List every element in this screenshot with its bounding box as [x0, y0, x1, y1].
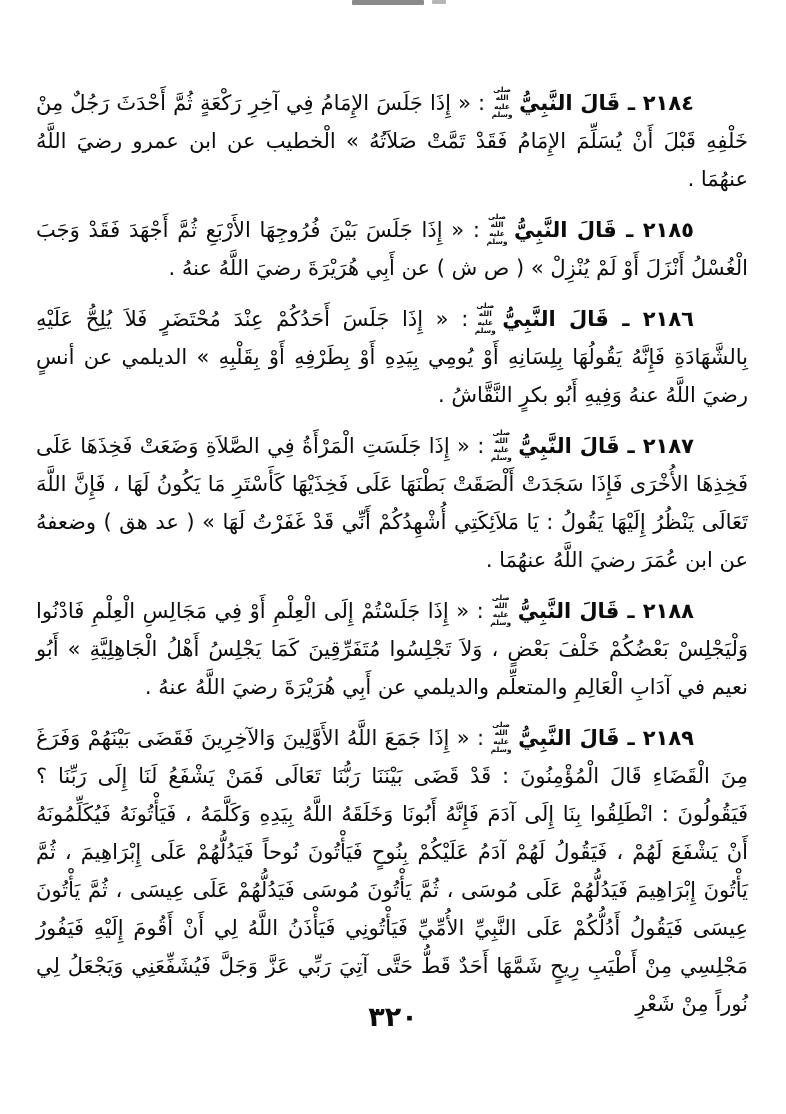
prophet-honorific-seal-icon: صلى الله عليه وسلم — [490, 592, 512, 627]
hadith-item — [36, 300, 748, 414]
hadith-header — [484, 427, 694, 462]
hadith-list — [36, 84, 748, 1036]
hadith-number: ٢١٨٥ — [642, 218, 694, 242]
prophet-honorific-seal-icon: صلى الله عليه وسلم — [491, 84, 513, 119]
hadith-number: ٢١٨٧ — [642, 434, 694, 458]
scan-artifact — [352, 0, 424, 5]
hadith-header — [480, 211, 694, 246]
hadith-dash: ـ — [619, 599, 643, 623]
hadith-body: : « إِذَا جَلَسْتُمْ إِلَى الْعِلْمِ أَوْ فِي مَجَالِسِ الْعِلْمِ فَادْنُوا وَلْيَجْلِسْ بَعْضُكُمْ خَلْفَ بَعْضٍ ، وَلاَ تَجْلِسُوا مُتَفَرِّقِينَ كَمَا يَجْلِسُ أَهْلُ الْجَاهِلِيَّةِ » أَبُو نعيم في آدَابِ الْعَالِمِ والمتعلِّم والديلمي عن أَبِي هُرَيْرَةَ رضيَ اللَّهُ عنهُ . — [36, 599, 748, 699]
hadith-body: : « إِذَا جَلَسَتِ الْمَرْأَةُ فِي الصَّلاَةِ وَضَعَتْ فَخِذَهَا عَلَى فَخِذِهَا الأُخْرَى فَإِذَا سَجَدَتْ أَلْصَقَتْ بَطْنَهَا عَلَى فَخِذَيْهَا كَأَسْتَرِ مَا يَكُونُ لَهَا ، فَإِنَّ اللَّهَ تَعَالَى يَنْظُرُ إِلَيْهَا يَقُولُ : يَا مَلاَئِكَتِي أُشْهِدُكُمْ أَنِّي قَدْ غَفَرْتُ لَهَا » ( عد هق ) وضعفهُ عن ابن عُمَرَ رضيَ اللَّهُ عنهُمَا . — [36, 434, 748, 572]
hadith-item — [36, 592, 748, 706]
hadith-dash: ـ — [619, 434, 643, 458]
hadith-item — [36, 719, 748, 1023]
hadith-item — [36, 427, 748, 579]
hadith-body: : « إِذَا جَلَسَ الإِمَامُ فِي آخِرِ رَكْعَةٍ ثُمَّ أَحْدَثَ رَجُلٌ مِنْ خَلْفِهِ قَبْلَ أَنْ يُسَلِّمَ الإِمَامُ فَقَدْ تَمَّتْ صَلاَتُهُ » الْخطيب عن ابن عمرو رضيَ اللَّهُ عنهُمَا . — [36, 91, 748, 191]
hadith-intro: قَالَ النَّبِيُّ — [517, 599, 620, 623]
hadith-dash: ـ — [619, 726, 643, 750]
prophet-honorific-seal-icon: صلى الله عليه وسلم — [474, 300, 496, 335]
scan-artifact — [432, 0, 446, 4]
hadith-dash: ـ — [620, 91, 643, 115]
hadith-body: : « إِذَا جَمَعَ اللَّهُ الأَوَّلِينَ وَالآخِرِينَ فَقَضَى بَيْنَهُمْ وَفَرَغَ مِنَ الْقَضَاءِ قَالَ الْمُؤْمِنُونَ : قَدْ قَضَى بَيْنَنَا رَبُّنَا تَعَالَى فَمَنْ يَشْفَعُ لَنَا إِلَى رَبِّنَا ؟ فَيَقُولُونَ : انْطَلِقُوا بِنَا إِلَى آدَمَ فَإِنَّهُ أَبُونَا وَخَلَقَهُ اللَّهُ بِيَدِهِ وَكَلَّمَهُ ، فَيَأْتُونَهُ فَيُكَلِّمُونَهُ أَنْ يَشْفَعَ لَهُمْ ، فَيَقُولُ لَهُمْ آدَمُ عَلَيْكُمْ بِنُوحٍ فَيَأْتُونَ نُوحاً فَيَدُلُّهُمْ عَلَى إِبْرَاهِيمَ ، ثُمَّ يَأْتُونَ إِبْرَاهِيمَ فَيَدُلُّهُمْ عَلَى مُوسَى ، ثُمَّ يَأْتُونَ مُوسَى فَيَدُلُّهُمْ عَلَى عِيسَى ، ثُمَّ يَأْتُونَ عِيسَى فَيَقُولُ أَدُلُّكُمْ عَلَى النَّبِيِّ الأُمِّيِّ فَيَأْتُونِي فَيَأْذَنُ اللَّهُ لِي أَنْ أَقُومَ إِلَيْهِ فَيَفُورُ مَجْلِسِي مِنْ أَطْيَبِ رِيحٍ شَمَّهَا أَحَدٌ قَطُّ حَتَّى آتِيَ رَبِّي عَزَّ وَجَلَّ فَيُشَفِّعَنِي وَيَجْعَلُ لِي نُوراً مِنْ شَعْرِ — [36, 726, 748, 1016]
hadith-number: ٢١٨٤ — [642, 91, 694, 115]
hadith-intro: قَالَ النَّبِيُّ — [514, 218, 617, 242]
page-number: ٣٢٠ — [368, 1002, 418, 1033]
hadith-number: ٢١٨٨ — [642, 599, 694, 623]
hadith-intro: قَالَ النَّبِيُّ — [502, 307, 609, 331]
hadith-item — [36, 211, 748, 287]
hadith-header — [485, 84, 694, 119]
hadith-body: : « إِذَا جَلَسَ أَحَدُكُمْ عِنْدَ مُحْتَضَرٍ فَلاَ يُلِحُّ عَلَيْهِ بِالشَّهَادَةِ فَإِنَّهُ يَقُولُهَا بِلِسَانِهِ أَوْ يُومِي بِيَدِهِ أَوْ بِطَرْفِهِ أَوْ بِقَلْبِهِ » الديلمي عن أنسٍ رضيَ اللَّهُ عنهُ وَفِيهِ أَبُو بكرٍ النَّقَّاشُ . — [36, 307, 748, 407]
prophet-honorific-seal-icon: صلى الله عليه وسلم — [490, 427, 512, 462]
hadith-dash: ـ — [608, 307, 643, 331]
hadith-item — [36, 84, 748, 198]
hadith-intro: قَالَ النَّبِيُّ — [518, 726, 620, 750]
hadith-header — [484, 719, 694, 754]
prophet-honorific-seal-icon: صلى الله عليه وسلم — [490, 719, 512, 754]
hadith-number: ٢١٨٦ — [642, 307, 694, 331]
hadith-dash: ـ — [616, 218, 643, 242]
hadith-header — [484, 592, 694, 627]
prophet-honorific-seal-icon: صلى الله عليه وسلم — [486, 211, 508, 246]
hadith-number: ٢١٨٩ — [642, 726, 694, 750]
hadith-header — [468, 300, 694, 335]
hadith-intro: قَالَ النَّبِيُّ — [518, 434, 620, 458]
hadith-intro: قَالَ النَّبِيُّ — [519, 91, 621, 115]
hadith-body: : « إِذَا جَلَسَ بَيْنَ فُرُوجِهَا الأَرْبَعِ ثُمَّ أَجْهَدَ فَقَدْ وَجَبَ الْغُسْلُ أَنْزَلَ أَوْ لَمْ يُنْزِلْ » ( ص ش ) عن أَبِي هُرَيْرَةَ رضيَ اللَّهُ عنهُ . — [36, 218, 748, 280]
